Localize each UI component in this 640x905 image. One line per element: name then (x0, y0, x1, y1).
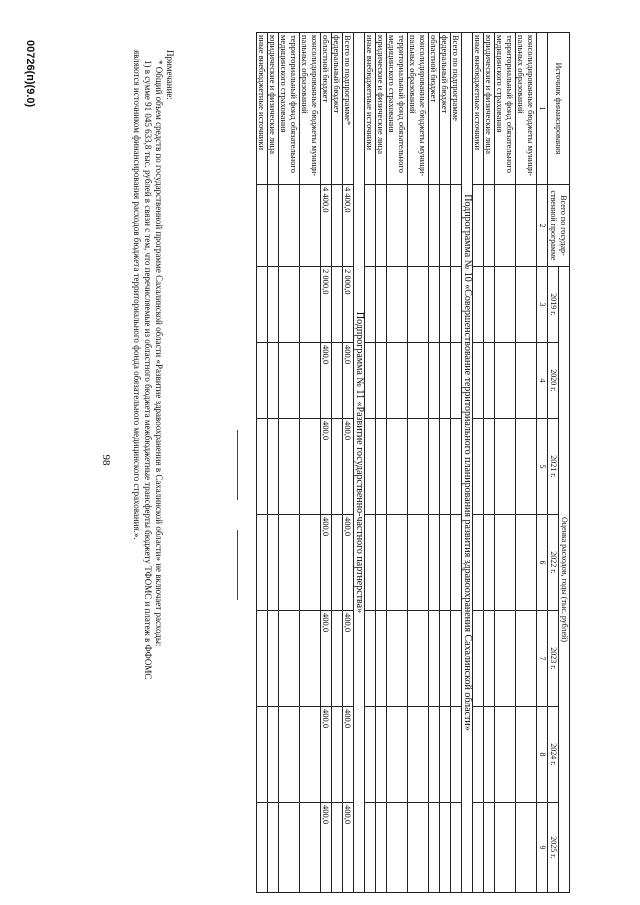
total-cell (279, 185, 300, 267)
value-cell (332, 267, 343, 343)
value-cell (257, 611, 268, 707)
value-cell (365, 707, 376, 803)
total-cell (429, 185, 440, 267)
header-year: 2022 г. (548, 515, 559, 611)
value-cell (257, 803, 268, 893)
subprogram-title: Подпрограмма № 10 «Совершенствование территориального планирования развития здравоохранения Сахалинской области» (462, 33, 473, 893)
source-cell: территориальный фонд обязательного медицинского страхования (279, 33, 300, 185)
value-cell (257, 343, 268, 419)
value-cell (495, 343, 516, 419)
notes-line-1: * Общий объем средств по государственной программе Сахалинской области «Развитие здравоохранения в Сахалинской области» не включает расходы: (154, 60, 164, 647)
value-cell (473, 803, 484, 893)
value-cell (279, 419, 300, 515)
value-cell: 400,0 (343, 343, 354, 419)
page-number: 98 (100, 454, 112, 466)
value-cell (300, 515, 321, 611)
value-cell (408, 803, 429, 893)
table-body (257, 33, 537, 893)
value-cell (257, 419, 268, 515)
value-cell (516, 343, 537, 419)
value-cell (376, 419, 387, 515)
value-cell: 2 000,0 (343, 267, 354, 343)
source-cell: федеральный бюджет (440, 33, 451, 185)
source-cell: областной бюджет (429, 33, 440, 185)
value-cell (440, 343, 451, 419)
value-cell (376, 611, 387, 707)
total-cell (408, 185, 429, 267)
value-cell (451, 267, 462, 343)
value-cell (429, 515, 440, 611)
value-cell: 400,0 (321, 803, 332, 893)
source-cell: территориальный фонд обязательного медицинского страхования (387, 33, 408, 185)
value-cell (429, 707, 440, 803)
value-cell (268, 419, 279, 515)
value-cell (365, 611, 376, 707)
value-cell (484, 419, 495, 515)
value-cell (332, 611, 343, 707)
value-cell (484, 343, 495, 419)
header-year: 2025 г. (548, 803, 559, 893)
subprogram-title-row (462, 33, 473, 893)
value-cell: 400,0 (343, 803, 354, 893)
table-row (257, 33, 268, 893)
total-cell: 4 400,0 (343, 185, 354, 267)
header-year: 2021 г. (548, 419, 559, 515)
value-cell (268, 611, 279, 707)
value-cell (495, 611, 516, 707)
source-cell: консолидированные бюджеты муници-пальных образований (408, 33, 429, 185)
header-year: 2024 г. (548, 707, 559, 803)
table-row (495, 33, 516, 893)
total-cell (387, 185, 408, 267)
table-row (484, 33, 495, 893)
header-year: 2020 г. (548, 343, 559, 419)
source-cell: консолидированные бюджеты муници-пальных образований (516, 33, 537, 185)
value-cell (257, 267, 268, 343)
value-cell (408, 267, 429, 343)
value-cell (473, 707, 484, 803)
table-row (387, 33, 408, 893)
value-cell (495, 267, 516, 343)
value-cell (279, 611, 300, 707)
value-cell (495, 803, 516, 893)
value-cell (376, 803, 387, 893)
value-cell (279, 515, 300, 611)
table-row (516, 33, 537, 893)
value-cell (495, 707, 516, 803)
table-row (279, 33, 300, 893)
value-cell (484, 707, 495, 803)
source-cell: иные внебюджетные источники (473, 33, 484, 185)
value-cell (365, 515, 376, 611)
value-cell (257, 707, 268, 803)
value-cell (268, 707, 279, 803)
subprogram-title: Подпрограмма № 11 «Развитие государственно-частного партнерства» (354, 33, 365, 893)
value-cell: 2 000,0 (321, 267, 332, 343)
value-cell (408, 611, 429, 707)
value-cell (332, 343, 343, 419)
value-cell (440, 611, 451, 707)
value-cell (387, 515, 408, 611)
header-col-number: 5 (537, 419, 548, 515)
value-cell (300, 707, 321, 803)
value-cell (387, 267, 408, 343)
value-cell: 400,0 (321, 515, 332, 611)
header-col-number: 3 (537, 267, 548, 343)
value-cell: 400,0 (343, 515, 354, 611)
value-cell (376, 343, 387, 419)
total-cell (484, 185, 495, 267)
header-estimate: Оценка расходов, годы (тыс. рублей) (559, 267, 570, 893)
separator-line (237, 430, 238, 500)
value-cell (495, 419, 516, 515)
financing-table (256, 32, 570, 893)
value-cell (268, 803, 279, 893)
value-cell (408, 343, 429, 419)
total-cell (516, 185, 537, 267)
notes-line-3: являются источником финансирования расходов бюджета территориального фонда обязательного медицинского страхования.». (132, 50, 142, 540)
value-cell (332, 515, 343, 611)
total-cell (365, 185, 376, 267)
value-cell (473, 515, 484, 611)
source-cell: юридические и физические лица (376, 33, 387, 185)
value-cell (429, 343, 440, 419)
source-cell: юридические и физические лица (484, 33, 495, 185)
separator-line (237, 530, 238, 600)
value-cell (268, 343, 279, 419)
source-cell: иные внебюджетные источники (365, 33, 376, 185)
value-cell: 400,0 (321, 419, 332, 515)
value-cell (429, 803, 440, 893)
table-row (343, 33, 354, 893)
value-cell (332, 803, 343, 893)
source-cell: Всего по подпрограмме (451, 33, 462, 185)
total-cell: 4 400,0 (321, 185, 332, 267)
source-cell: Всего по подпрограмме* (343, 33, 354, 185)
value-cell: 400,0 (343, 611, 354, 707)
value-cell (516, 803, 537, 893)
value-cell (387, 419, 408, 515)
value-cell (484, 803, 495, 893)
value-cell (365, 803, 376, 893)
value-cell (387, 707, 408, 803)
total-cell (495, 185, 516, 267)
table-row (268, 33, 279, 893)
value-cell (387, 611, 408, 707)
table-row (365, 33, 376, 893)
value-cell (257, 515, 268, 611)
value-cell (408, 707, 429, 803)
value-cell (451, 803, 462, 893)
value-cell (279, 267, 300, 343)
value-cell (473, 611, 484, 707)
value-cell (300, 419, 321, 515)
header-col-numbers-row (537, 33, 548, 893)
value-cell (376, 515, 387, 611)
notes-line-2: 1) в сумме 91 045 633,8 тыс. рублей в связи с тем, что перечисляемые из областного бюджета межбюджетные трансферты бюджету ТФОМС и платеж в ФФОМС (143, 60, 153, 680)
value-cell (300, 611, 321, 707)
header-col-number: 7 (537, 611, 548, 707)
header-total: Всего по государ-ственной программе (548, 185, 570, 267)
value-cell (440, 803, 451, 893)
header-col-number: 1 (537, 33, 548, 185)
value-cell (440, 267, 451, 343)
value-cell (300, 343, 321, 419)
value-cell (279, 343, 300, 419)
table-row (440, 33, 451, 893)
value-cell (440, 707, 451, 803)
value-cell (484, 267, 495, 343)
total-cell (376, 185, 387, 267)
source-cell: юридические и физические лица (268, 33, 279, 185)
source-cell: федеральный бюджет (332, 33, 343, 185)
value-cell (268, 515, 279, 611)
value-cell (440, 515, 451, 611)
table-row (473, 33, 484, 893)
value-cell (451, 611, 462, 707)
value-cell (516, 515, 537, 611)
header-year: 2023 г. (548, 611, 559, 707)
table-row (300, 33, 321, 893)
header-col-number: 6 (537, 515, 548, 611)
value-cell (484, 611, 495, 707)
value-cell (365, 419, 376, 515)
value-cell (451, 707, 462, 803)
total-cell (268, 185, 279, 267)
value-cell: 400,0 (343, 419, 354, 515)
value-cell (408, 515, 429, 611)
value-cell (451, 419, 462, 515)
value-cell (429, 611, 440, 707)
value-cell: 400,0 (321, 343, 332, 419)
value-cell (376, 707, 387, 803)
table-row (376, 33, 387, 893)
value-cell (473, 419, 484, 515)
total-cell (300, 185, 321, 267)
value-cell (440, 419, 451, 515)
value-cell (279, 803, 300, 893)
value-cell (516, 611, 537, 707)
header-col-number: 4 (537, 343, 548, 419)
value-cell (451, 343, 462, 419)
total-cell (473, 185, 484, 267)
table-row (321, 33, 332, 893)
subprogram-title-row (354, 33, 365, 893)
notes-heading: Примечание: (165, 50, 175, 100)
value-cell: 400,0 (321, 707, 332, 803)
value-cell (332, 419, 343, 515)
value-cell (365, 267, 376, 343)
source-cell: консолидированные бюджеты муници-пальных образований (300, 33, 321, 185)
value-cell (516, 707, 537, 803)
value-cell (516, 419, 537, 515)
total-cell (451, 185, 462, 267)
header-col-number: 2 (537, 185, 548, 267)
value-cell (408, 419, 429, 515)
value-cell: 400,0 (321, 611, 332, 707)
total-cell (332, 185, 343, 267)
value-cell (484, 515, 495, 611)
value-cell (300, 803, 321, 893)
value-cell (268, 267, 279, 343)
table-row (408, 33, 429, 893)
value-cell (387, 803, 408, 893)
source-cell: территориальный фонд обязательного медицинского страхования (495, 33, 516, 185)
header-source: Источник финансирования (548, 33, 570, 185)
value-cell (332, 707, 343, 803)
value-cell (429, 419, 440, 515)
value-cell (473, 267, 484, 343)
value-cell (473, 343, 484, 419)
table-row (332, 33, 343, 893)
table-row (451, 33, 462, 893)
value-cell (516, 267, 537, 343)
value-cell (429, 267, 440, 343)
value-cell (365, 343, 376, 419)
total-cell (440, 185, 451, 267)
header-col-number: 9 (537, 803, 548, 893)
header-col-number: 8 (537, 707, 548, 803)
source-cell: иные внебюджетные источники (257, 33, 268, 185)
value-cell: 400,0 (343, 707, 354, 803)
source-cell: областной бюджет (321, 33, 332, 185)
notes (131, 50, 175, 880)
value-cell (376, 267, 387, 343)
value-cell (300, 267, 321, 343)
document-code: 00726(п)(9.0) (24, 40, 36, 108)
table-row (429, 33, 440, 893)
header-year: 2019 г. (548, 267, 559, 343)
value-cell (451, 515, 462, 611)
value-cell (279, 707, 300, 803)
value-cell (387, 343, 408, 419)
total-cell (257, 185, 268, 267)
value-cell (495, 515, 516, 611)
